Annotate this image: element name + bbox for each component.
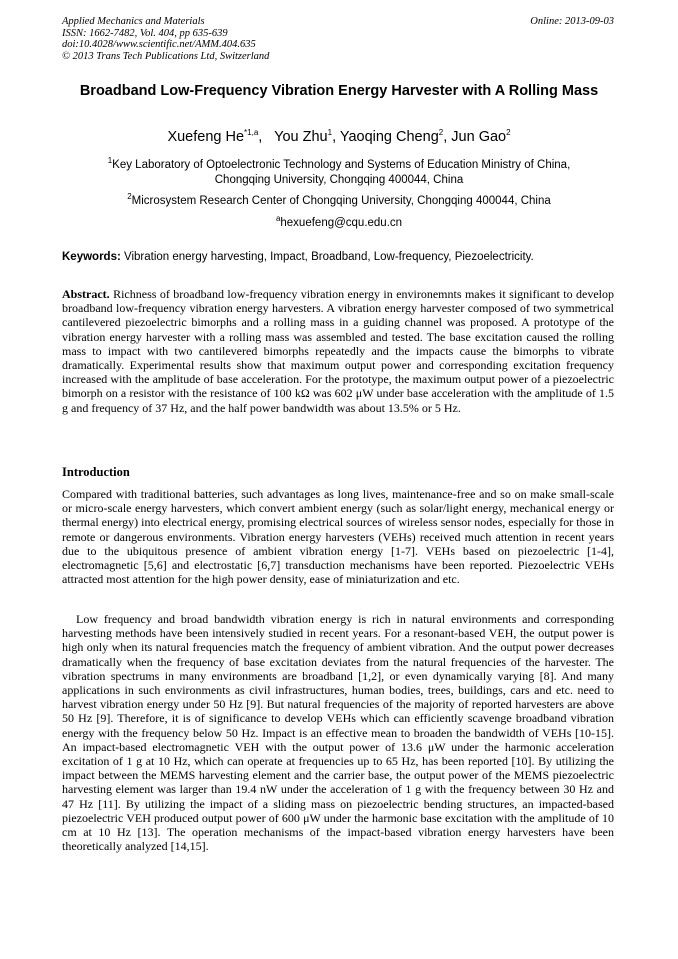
section-heading-introduction: Introduction [62,465,130,479]
author-separator: , [443,129,452,145]
author-name: Jun Gao [451,129,507,145]
doi-line: doi:10.4028/www.scientific.net/AMM.404.635 [62,39,256,50]
author-superscript: 2 [506,128,511,138]
author-superscript: *1,a [244,128,259,138]
affiliation-text: Chongqing University, Chongqing 400044, China [214,174,464,186]
email-text: hexuefeng@cqu.edu.cn [280,217,403,229]
affiliation-1 [62,158,616,188]
affiliation-superscript: 1 [107,156,113,166]
abstract-text: Richness of broadband low-frequency vibration energy in environemnts makes it significant to develop broadband low-frequency vibration energy harvesters. A vibration energy harvester composed of two symmetrical cantilevered piezoelectric bimorphs and a rolling mass in a guiding channel was proposed. A prototype of the vibration energy harvester with a rolling mass was assembled and tested. The base excitation caused the rolling mass to impact with two cantilevered bimorphs repeatedly and the impacts cause the bimorphs to vibrate dramatically. Experimental results show that maximum output power and corresponding excitation frequency increased with the amplitude of base acceleration. For the prototype, the maximum output power of a piezoelectric bimorph on a resistor with the resistance of 100 kΩ was 602 μW under base acceleration with the amplitude of 1.5 g and frequency of 37 Hz, and the half power bandwidth was about 13.5% or 5 Hz. [62,287,614,415]
author-superscript: 2 [438,128,444,138]
intro-paragraph-1: Compared with traditional batteries, such advantages as long lives, maintenance-free and so on make small-scale or micro-scale energy harvesters, which convert ambient energy (such as solar/light energy, mechanical energy or thermal energy) into electrical energy, promising electrical sources of wireless sensor nodes, especially for those in remote or dangerous environments. Vibration energy harvesters (VEHs) received much attention in recent years due to the ubiquitous presence of ambient vibration energy [1-7]. VEHs based on piezoelectric [1-4], electromagnetic [5,6] and electrostatic [6,7] transduction mechanisms have been reported. Piezoelectric VEHs attracted most attention for the high power density, ease of miniaturization and etc. [62,487,614,587]
keywords [62,251,616,263]
copyright-line: © 2013 Trans Tech Publications Ltd, Switzerland [62,50,270,62]
issn-line: ISSN: 1662-7482, Vol. 404, pp 635-639 [62,27,228,39]
email-superscript: a [275,214,281,224]
author-list [62,129,616,145]
journal-name: Applied Mechanics and Materials [62,16,205,27]
affiliation-superscript: 2 [127,192,132,202]
keywords-text: Vibration energy harvesting, Impact, Broadband, Low-frequency, Piezoelectricity. [120,251,534,263]
paper-title: Broadband Low-Frequency Vibration Energy Harvester with A Rolling Mass [79,83,599,99]
affiliation-2 [62,194,616,209]
keywords-label: Keywords: [62,251,121,263]
author-separator: , [258,129,275,145]
intro-paragraph-2: Low frequency and broad bandwidth vibration energy is rich in natural environments and corresponding harvesting methods have been intensively studied in recent years. For a resonant-based VEH, the output power is high only when its natural frequencies match the frequency of ambient vibration. And the output power decreases dramatically when the frequency of base excitation deviates from the natural frequencies of the harvester. The vibration spectrums in many environments are broadband [1,2], or even dynamically varying [8]. And many applications in such environments as civil infrastructures, human bodies, trees, buildings, cars and etc. need to harvest vibration energy under 50 Hz [9]. But natural frequencies of the majority of reported harvesters are above 50 Hz [9]. Therefore, it is of significance to develop VEHs which can efficiently scavenge broadband vibration energy with the frequency below 50 Hz. Impact is an effective mean to broaden the bandwidth of VEHs [10-15]. An impact-based electromagnetic VEH with the output power of 13.6 μW under the harmonic acceleration excitation of 1 g at 10 Hz, which can operate at frequencies up to 65 Hz, has been reported [10]. By utilizing the impact between the MEMS harvesting element and the carrier base, the output power of the MEMS piezoelectric harvesting element was larger than 19.4 nW under the acceleration of 1 g with the frequency between 30 Hz and 47 Hz [11]. By utilizing the impact of a sliding mass on piezoelectric bending structures, an impacted-based piezoelectric VEH produced output power of 600 μW under the harmonic base excitation with the amplitude of 10 cm at 10 Hz [13]. The operation mechanisms of the impact-based vibration energy harvesters have been theoretically analyzed [14,15]. [62,612,614,854]
author-superscript: 1 [327,128,333,138]
author-name: You Zhu [274,129,328,145]
author-name: Xuefeng He [167,129,245,145]
author-separator: , [332,129,340,145]
author-name: Yaoqing Cheng [339,129,439,145]
author-email [62,216,616,231]
affiliation-text: Microsystem Research Center of Chongqing University, Chongqing 400044, China [131,195,551,207]
online-date: Online: 2013-09-03 [530,16,614,27]
affiliation-text: Key Laboratory of Optoelectronic Technology and Systems of Education Ministry of China, [112,159,571,171]
abstract-label: Abstract. [62,287,110,301]
abstract-paragraph [62,287,614,415]
